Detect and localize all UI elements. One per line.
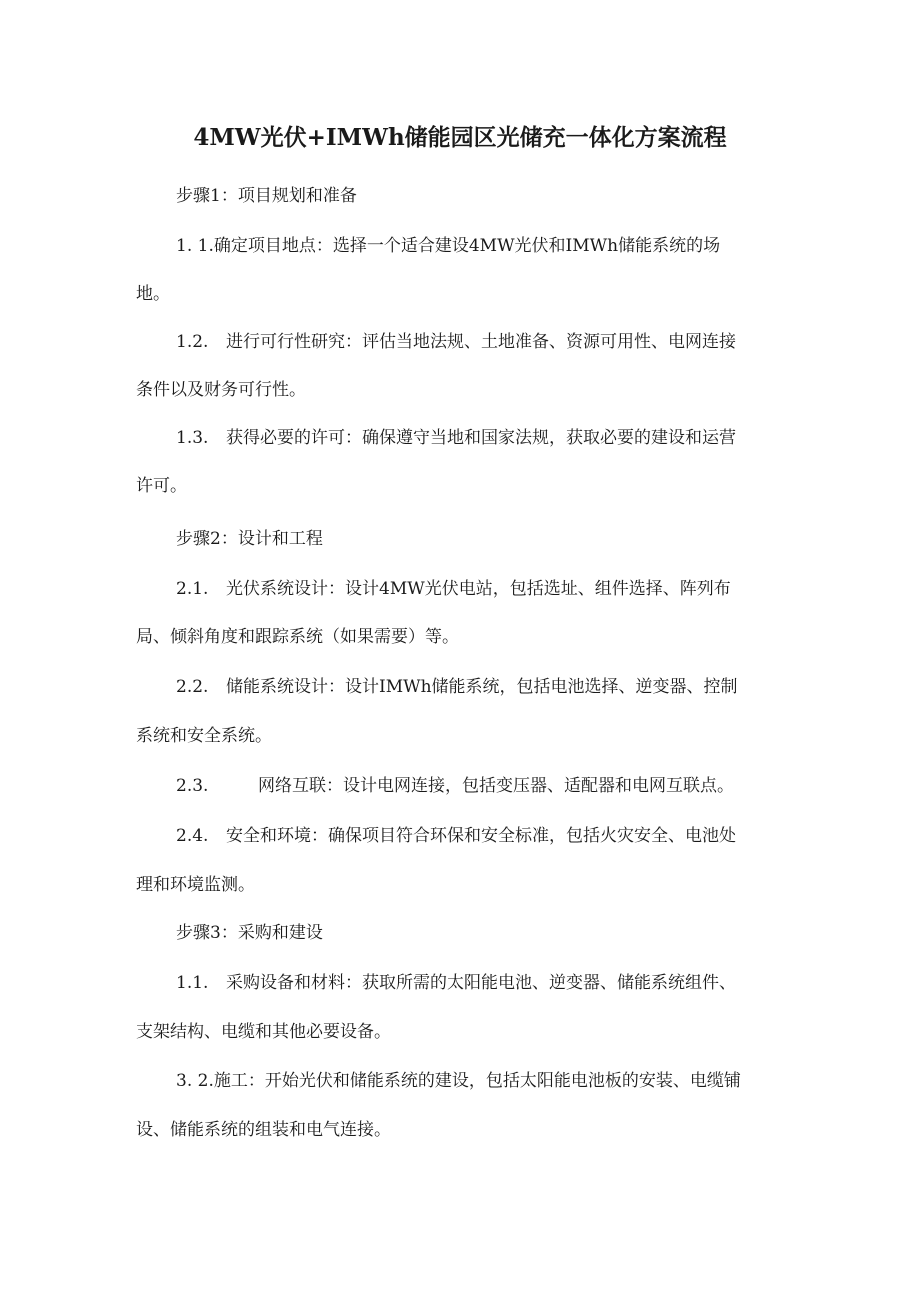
item-number: 3. 2.: [176, 1071, 214, 1091]
item-text-continued: 局、倾斜角度和跟踪系统（如果需要）等。: [136, 627, 459, 647]
item-text: 进行可行性研究：评估当地法规、土地准备、资源可用性、电网连接: [226, 332, 736, 352]
step-heading: 步骤2：设计和工程: [176, 529, 323, 549]
item-text: 获得必要的许可：确保遵守当地和国家法规，获取必要的建设和运营: [226, 428, 736, 448]
item-number: 2.3.: [176, 776, 209, 796]
list-item: [176, 823, 736, 849]
list-item: [176, 773, 734, 799]
step-heading: 步骤3：采购和建设: [176, 923, 323, 943]
item-text-continued: 条件以及财务可行性。: [136, 380, 306, 400]
item-text-continued: 系统和安全系统。: [136, 726, 272, 746]
item-text: 储能系统设计：设计IMWh储能系统，包括电池选择、逆变器、控制: [226, 677, 738, 697]
item-text: 确定项目地点：选择一个适合建设4MW光伏和IMWh储能系统的场: [213, 236, 721, 256]
item-text: 施工：开始光伏和储能系统的建设，包括太阳能电池板的安装、电缆铺: [213, 1071, 741, 1091]
item-number: 2.4.: [176, 826, 209, 846]
document-title: 4MW光伏+IMWh储能园区光储充一体化方案流程: [193, 124, 727, 151]
item-text: 网络互联：设计电网连接，包括变压器、适配器和电网互联点。: [258, 776, 734, 796]
item-text-continued: 设、储能系统的组装和电气连接。: [136, 1120, 391, 1140]
item-number: 1.3.: [176, 428, 209, 448]
item-number: 1. 1.: [176, 236, 214, 256]
item-text: 采购设备和材料：获取所需的太阳能电池、逆变器、储能系统组件、: [226, 973, 736, 993]
item-text-continued: 地。: [136, 284, 170, 304]
item-text-continued: 许可。: [136, 476, 187, 496]
item-number: 1.2.: [176, 332, 209, 352]
list-item: [176, 233, 720, 259]
item-text: 安全和环境：确保项目符合环保和安全标准，包括火灾安全、电池处: [226, 826, 736, 846]
item-text-continued: 理和环境监测。: [136, 875, 255, 895]
item-number: 2.1.: [176, 579, 209, 599]
list-item: [176, 425, 736, 451]
list-item: [176, 674, 738, 700]
step-heading: 步骤1：项目规划和准备: [176, 186, 357, 206]
item-number: 1.1.: [176, 973, 209, 993]
item-text: 光伏系统设计：设计4MW光伏电站，包括选址、组件选择、阵列布: [226, 579, 731, 599]
item-text-continued: 支架结构、电缆和其他必要设备。: [136, 1022, 391, 1042]
list-item: [176, 576, 731, 602]
list-item: [176, 970, 736, 996]
list-item: [176, 329, 736, 355]
item-number: 2.2.: [176, 677, 209, 697]
list-item: [176, 1068, 741, 1094]
